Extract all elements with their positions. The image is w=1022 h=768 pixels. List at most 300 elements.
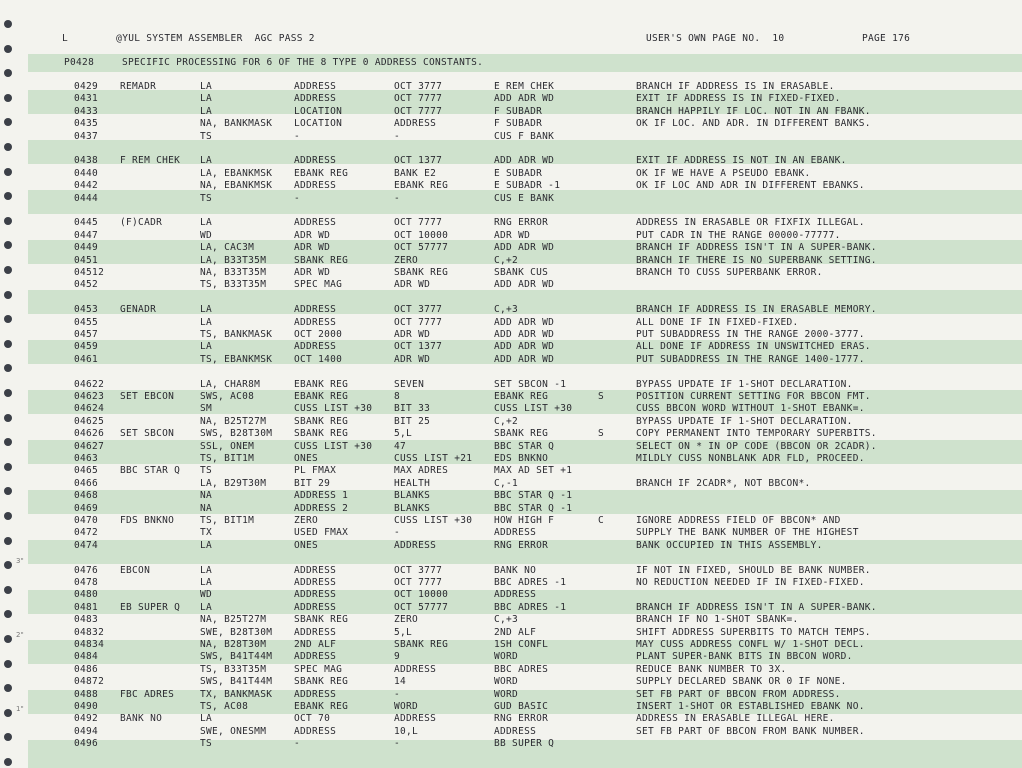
- symbol-field: CUSS LIST +30: [494, 403, 573, 415]
- address-field: ADR WD: [294, 229, 331, 241]
- listing-row: [0, 441, 1022, 453]
- opcode-field: SWS, B41T44M: [200, 651, 273, 663]
- symbol-field: CUS F BANK: [494, 130, 555, 142]
- comment-field: ADDRESS IN ERASABLE ILLEGAL HERE.: [636, 713, 835, 725]
- octal-field: ADDRESS: [394, 713, 437, 725]
- symbol-field: ADD ADR WD: [494, 316, 555, 328]
- opcode-field: SWS, AC08: [200, 391, 255, 402]
- comment-field: SHIFT ADDRESS SUPERBITS TO MATCH TEMPS.: [636, 626, 871, 638]
- comment-field: POSITION CURRENT SETTING FOR BBCON FMT.: [636, 391, 871, 402]
- listing-row: [0, 267, 1022, 279]
- octal-field: ZERO: [394, 614, 419, 626]
- comment-field: CUSS BBCON WORD WITHOUT 1-SHOT EBANK=.: [636, 403, 865, 415]
- line-number: 0468: [74, 490, 99, 502]
- listing-row: [0, 379, 1022, 391]
- listing-row: [0, 155, 1022, 167]
- listing-row: [0, 602, 1022, 614]
- listing-row: [0, 490, 1022, 502]
- subtitle-seq: P0428: [64, 57, 95, 68]
- line-number: 0447: [74, 229, 99, 241]
- line-number: 0481: [74, 601, 99, 613]
- line-number: 0488: [74, 688, 99, 700]
- octal-field: OCT 7777: [394, 93, 443, 105]
- opcode-field: LA, EBANKMSK: [200, 167, 273, 179]
- octal-field: OCT 1377: [394, 155, 443, 167]
- comment-field: OK IF LOC. AND ADR. IN DIFFERENT BANKS.: [636, 118, 871, 130]
- symbol-field: SBANK CUS: [494, 267, 549, 278]
- line-number: 04626: [74, 428, 105, 440]
- opcode-field: LA: [200, 304, 213, 316]
- address-field: LOCATION: [294, 118, 343, 130]
- address-field: ADDRESS: [294, 341, 337, 353]
- line-number: 0466: [74, 477, 99, 489]
- symbol-field: F SUBADR: [494, 118, 543, 130]
- address-field: -: [294, 192, 301, 204]
- line-number: 04625: [74, 415, 105, 427]
- opcode-field: LA: [200, 577, 213, 588]
- symbol-field: 1SH CONFL: [494, 639, 549, 650]
- listing-row: [0, 689, 1022, 701]
- line-number: 0459: [74, 341, 99, 353]
- octal-field: WORD: [394, 701, 419, 712]
- label-field: BBC STAR Q: [120, 465, 181, 477]
- octal-field: OCT 7777: [394, 577, 443, 588]
- symbol-field: C,+2: [494, 415, 519, 427]
- label-field: EB SUPER Q: [120, 601, 181, 613]
- line-number: 0496: [74, 738, 99, 750]
- octal-field: OCT 57777: [394, 242, 449, 254]
- address-field: SBANK REG: [294, 428, 349, 440]
- address-field: SPEC MAG: [294, 279, 343, 291]
- listing-row: [0, 614, 1022, 626]
- octal-field: 8: [394, 391, 401, 402]
- comment-field: BRANCH IF ADDRESS ISN'T IN A SUPER-BANK.: [636, 242, 877, 254]
- symbol-field: BBC STAR Q: [494, 440, 555, 452]
- line-number: 0437: [74, 130, 99, 142]
- line-number: 0435: [74, 118, 99, 130]
- opcode-field: TS: [200, 465, 213, 477]
- symbol-field: E REM CHEK: [494, 81, 555, 92]
- listing-row: [0, 577, 1022, 589]
- margin-mark: 1": [16, 705, 24, 713]
- address-field: ONES: [294, 539, 319, 551]
- address-field: BIT 29: [294, 477, 331, 489]
- line-number: 0484: [74, 651, 99, 663]
- comment-field: BRANCH TO CUSS SUPERBANK ERROR.: [636, 267, 823, 278]
- address-field: ADDRESS: [294, 626, 337, 638]
- address-field: USED FMAX: [294, 527, 349, 539]
- octal-field: BIT 33: [394, 403, 431, 415]
- symbol-field: ADD ADR WD: [494, 93, 555, 105]
- opcode-field: TS, AC08: [200, 701, 249, 712]
- octal-field: ADDRESS: [394, 118, 437, 130]
- opcode-field: LA: [200, 217, 213, 229]
- symbol-field: BB SUPER Q: [494, 738, 555, 750]
- opcode-field: LA: [200, 564, 213, 576]
- opcode-field: SM: [200, 403, 213, 415]
- comment-field: OK IF WE HAVE A PSEUDO EBANK.: [636, 167, 811, 179]
- label-field: F REM CHEK: [120, 155, 181, 167]
- margin-mark: 2": [16, 631, 24, 639]
- symbol-field: ADD ADR WD: [494, 279, 555, 291]
- listing-row: [0, 193, 1022, 205]
- address-field: ADDRESS: [294, 688, 337, 700]
- octal-field: -: [394, 738, 401, 750]
- symbol-field: RNG ERROR: [494, 713, 549, 725]
- listing-row: [0, 81, 1022, 93]
- opcode-field: SWE, B28T30M: [200, 626, 273, 638]
- comment-field: SUPPLY DECLARED SBANK OR 0 IF NONE.: [636, 676, 847, 688]
- line-number: 0429: [74, 81, 99, 92]
- line-number: 0457: [74, 329, 99, 340]
- symbol-field: BBC ADRES: [494, 663, 549, 675]
- flag-field: S: [598, 428, 605, 440]
- address-field: CUSS LIST +30: [294, 403, 373, 415]
- comment-field: REDUCE BANK NUMBER TO 3X.: [636, 663, 787, 675]
- label-field: SET SBCON: [120, 428, 175, 440]
- feed-hole: [4, 20, 12, 28]
- feed-hole: [4, 291, 12, 299]
- listing-row: [0, 403, 1022, 415]
- opcode-field: NA: [200, 490, 213, 502]
- opcode-field: TS, BIT1M: [200, 515, 255, 526]
- symbol-field: C,+3: [494, 614, 519, 626]
- flag-field: C: [598, 515, 605, 526]
- address-field: OCT 1400: [294, 353, 343, 365]
- line-number: 0453: [74, 304, 99, 316]
- opcode-field: LA: [200, 713, 213, 725]
- line-number: 0472: [74, 527, 99, 539]
- listing-row: [0, 664, 1022, 676]
- opcode-field: TS, BIT1M: [200, 453, 255, 464]
- line-number: 0494: [74, 725, 99, 737]
- opcode-field: LA: [200, 105, 213, 117]
- address-field: ADR WD: [294, 267, 331, 278]
- symbol-field: F SUBADR: [494, 105, 543, 117]
- line-number: 0440: [74, 167, 99, 179]
- line-number: 0442: [74, 180, 99, 192]
- line-number: 0461: [74, 353, 99, 365]
- line-number: 0445: [74, 217, 99, 229]
- comment-field: EXIT IF ADDRESS IS NOT IN AN EBANK.: [636, 155, 847, 167]
- comment-field: PUT CADR IN THE RANGE 00000-77777.: [636, 229, 841, 241]
- address-field: ADDRESS: [294, 589, 337, 601]
- label-field: EBCON: [120, 564, 151, 576]
- symbol-field: GUD BASIC: [494, 701, 549, 712]
- octal-field: 14: [394, 676, 407, 688]
- symbol-field: ADD ADR WD: [494, 242, 555, 254]
- symbol-field: ADDRESS: [494, 589, 537, 601]
- line-number: 04627: [74, 440, 105, 452]
- octal-field: CUSS LIST +21: [394, 453, 473, 464]
- comment-field: NO REDUCTION NEEDED IF IN FIXED-FIXED.: [636, 577, 865, 588]
- symbol-field: CUS E BANK: [494, 192, 555, 204]
- listing-row: [0, 168, 1022, 180]
- listing-row: [0, 354, 1022, 366]
- listing-row: [0, 540, 1022, 552]
- octal-field: OCT 7777: [394, 105, 443, 117]
- symbol-field: C,+2: [494, 254, 519, 266]
- opcode-field: TS, EBANKMSK: [200, 353, 273, 365]
- opcode-field: TS: [200, 738, 213, 750]
- opcode-field: TX: [200, 527, 213, 539]
- octal-field: 5,L: [394, 626, 413, 638]
- comment-field: BYPASS UPDATE IF 1-SHOT DECLARATION.: [636, 415, 853, 427]
- line-number: 0463: [74, 453, 99, 464]
- line-number: 0480: [74, 589, 99, 601]
- opcode-field: TS, B33T35M: [200, 663, 267, 675]
- assembler-title: L @YUL SYSTEM ASSEMBLER AGC PASS 2: [62, 33, 315, 44]
- opcode-field: WD: [200, 589, 213, 601]
- opcode-field: NA: [200, 502, 213, 514]
- address-field: SPEC MAG: [294, 663, 343, 675]
- octal-field: BLANKS: [394, 490, 431, 502]
- label-field: SET EBCON: [120, 391, 175, 402]
- octal-field: -: [394, 527, 401, 539]
- line-number: 04512: [74, 267, 105, 278]
- label-field: BANK NO: [120, 713, 163, 725]
- listing-row: [0, 428, 1022, 440]
- address-field: ADDRESS: [294, 155, 337, 167]
- opcode-field: NA, B28T30M: [200, 639, 267, 650]
- comment-field: SELECT ON * IN OP CODE (BBCON OR 2CADR).: [636, 440, 877, 452]
- listing-row: [0, 279, 1022, 291]
- symbol-field: 2ND ALF: [494, 626, 537, 638]
- symbol-field: SET SBCON -1: [494, 378, 567, 390]
- address-field: -: [294, 130, 301, 142]
- octal-field: ADDRESS: [394, 663, 437, 675]
- symbol-field: BBC ADRES -1: [494, 577, 567, 588]
- address-field: ADDRESS: [294, 577, 337, 588]
- octal-field: 9: [394, 651, 401, 663]
- octal-field: OCT 3777: [394, 81, 443, 92]
- symbol-field: ADD ADR WD: [494, 329, 555, 340]
- symbol-field: E SUBADR: [494, 167, 543, 179]
- comment-field: BRANCH IF ADDRESS ISN'T IN A SUPER-BANK.: [636, 601, 877, 613]
- line-number: 0474: [74, 539, 99, 551]
- listing-row: [0, 131, 1022, 143]
- listing-row: [0, 651, 1022, 663]
- listing-row: [0, 416, 1022, 428]
- opcode-field: LA, B29T30M: [200, 477, 267, 489]
- label-field: REMADR: [120, 81, 157, 92]
- octal-field: SBANK REG: [394, 267, 449, 278]
- comment-field: SUPPLY THE BANK NUMBER OF THE HIGHEST: [636, 527, 859, 539]
- symbol-field: WORD: [494, 676, 519, 688]
- opcode-field: SWS, B28T30M: [200, 428, 273, 440]
- octal-field: HEALTH: [394, 477, 431, 489]
- line-number: 04832: [74, 626, 105, 638]
- symbol-field: ADDRESS: [494, 725, 537, 737]
- octal-field: ADDRESS: [394, 539, 437, 551]
- octal-field: ZERO: [394, 254, 419, 266]
- address-field: ZERO: [294, 515, 319, 526]
- comment-field: ADDRESS IN ERASABLE OR FIXFIX ILLEGAL.: [636, 217, 865, 229]
- comment-field: COPY PERMANENT INTO TEMPORARY SUPERBITS.: [636, 428, 877, 440]
- symbol-field: ADDRESS: [494, 527, 537, 539]
- line-number: 0470: [74, 515, 99, 526]
- opcode-field: LA, CHAR8M: [200, 378, 261, 390]
- listing-row: [0, 242, 1022, 254]
- address-field: ONES: [294, 453, 319, 464]
- octal-field: 47: [394, 440, 407, 452]
- octal-field: OCT 57777: [394, 601, 449, 613]
- page-number: PAGE 176: [862, 33, 911, 44]
- opcode-field: LA: [200, 316, 213, 328]
- comment-field: INSERT 1-SHOT OR ESTABLISHED EBANK NO.: [636, 701, 865, 712]
- line-number: 0438: [74, 155, 99, 167]
- comment-field: ALL DONE IF ADDRESS IN UNSWITCHED ERAS.: [636, 341, 871, 353]
- octal-field: OCT 3777: [394, 304, 443, 316]
- comment-field: BRANCH IF ADDRESS IS IN ERASABLE MEMORY.: [636, 304, 877, 316]
- octal-field: OCT 1377: [394, 341, 443, 353]
- address-field: EBANK REG: [294, 167, 349, 179]
- subtitle-line: [0, 57, 1022, 69]
- opcode-field: LA: [200, 155, 213, 167]
- listing-row: [0, 676, 1022, 688]
- label-field: GENADR: [120, 304, 157, 316]
- address-field: ADDRESS: [294, 93, 337, 105]
- line-number: 0490: [74, 701, 99, 712]
- comment-field: SET FB PART OF BBCON FROM BANK NUMBER.: [636, 725, 865, 737]
- symbol-field: ADD ADR WD: [494, 341, 555, 353]
- line-number: 0476: [74, 564, 99, 576]
- comment-field: IGNORE ADDRESS FIELD OF BBCON* AND: [636, 515, 841, 526]
- opcode-field: NA, B25T27M: [200, 415, 267, 427]
- opcode-field: TX, BANKMASK: [200, 688, 273, 700]
- header-line: [0, 33, 1022, 45]
- comment-field: OK IF LOC AND ADR IN DIFFERENT EBANKS.: [636, 180, 865, 192]
- octal-field: MAX ADRES: [394, 465, 449, 477]
- opcode-field: LA: [200, 539, 213, 551]
- octal-field: -: [394, 130, 401, 142]
- symbol-field: BBC ADRES -1: [494, 601, 567, 613]
- address-field: SBANK REG: [294, 415, 349, 427]
- line-number: 0433: [74, 105, 99, 117]
- address-field: OCT 2000: [294, 329, 343, 340]
- listing-row: [0, 106, 1022, 118]
- listing-row: [0, 515, 1022, 527]
- opcode-field: NA, EBANKMSK: [200, 180, 273, 192]
- symbol-field: WORD: [494, 688, 519, 700]
- label-field: FDS BNKNO: [120, 515, 175, 526]
- symbol-field: MAX AD SET +1: [494, 465, 573, 477]
- address-field: 2ND ALF: [294, 639, 337, 650]
- address-field: ADDRESS: [294, 564, 337, 576]
- line-number: 0492: [74, 713, 99, 725]
- octal-field: SEVEN: [394, 378, 425, 390]
- listing-row: [0, 627, 1022, 639]
- listing-row: [0, 478, 1022, 490]
- address-field: SBANK REG: [294, 254, 349, 266]
- symbol-field: RNG ERROR: [494, 217, 549, 229]
- octal-field: BIT 25: [394, 415, 431, 427]
- opcode-field: LA, B33T35M: [200, 254, 267, 266]
- symbol-field: ADD ADR WD: [494, 353, 555, 365]
- opcode-field: WD: [200, 229, 213, 241]
- address-field: CUSS LIST +30: [294, 440, 373, 452]
- listing-row: [0, 118, 1022, 130]
- line-number: 04834: [74, 639, 105, 650]
- symbol-field: EBANK REG: [494, 391, 549, 402]
- opcode-field: LA: [200, 81, 213, 92]
- symbol-field: E SUBADR -1: [494, 180, 561, 192]
- listing-row: [0, 453, 1022, 465]
- line-number: 0469: [74, 502, 99, 514]
- octal-field: OCT 10000: [394, 589, 449, 601]
- line-number: 0455: [74, 316, 99, 328]
- line-number: 04622: [74, 378, 105, 390]
- opcode-field: TS: [200, 130, 213, 142]
- comment-field: MAY CUSS ADDRESS CONFL W/ 1-SHOT DECL.: [636, 639, 865, 650]
- comment-field: EXIT IF ADDRESS IS IN FIXED-FIXED.: [636, 93, 841, 105]
- listing-row: [0, 503, 1022, 515]
- line-number: 0486: [74, 663, 99, 675]
- octal-field: SBANK REG: [394, 639, 449, 650]
- label-field: (F)CADR: [120, 217, 163, 229]
- opcode-field: SWE, ONESMM: [200, 725, 267, 737]
- address-field: ADDRESS: [294, 81, 337, 92]
- flag-field: S: [598, 391, 605, 402]
- line-number: 0483: [74, 614, 99, 626]
- comment-field: MILDLY CUSS NONBLANK ADR FLD, PROCEED.: [636, 453, 865, 464]
- octal-field: -: [394, 688, 401, 700]
- listing-row: [0, 180, 1022, 192]
- address-field: ADDRESS: [294, 180, 337, 192]
- address-field: ADDRESS: [294, 651, 337, 663]
- opcode-field: NA, B25T27M: [200, 614, 267, 626]
- listing-row: [0, 230, 1022, 242]
- comment-field: SET FB PART OF BBCON FROM ADDRESS.: [636, 688, 841, 700]
- address-field: LOCATION: [294, 105, 343, 117]
- octal-field: BANK E2: [394, 167, 437, 179]
- symbol-field: WORD: [494, 651, 519, 663]
- line-number: 04623: [74, 391, 105, 402]
- address-field: -: [294, 738, 301, 750]
- octal-field: OCT 7777: [394, 217, 443, 229]
- label-field: FBC ADRES: [120, 688, 175, 700]
- address-field: OCT 70: [294, 713, 331, 725]
- line-number: 04872: [74, 676, 105, 688]
- address-field: ADDRESS: [294, 304, 337, 316]
- listing-row: [0, 304, 1022, 316]
- octal-field: -: [394, 192, 401, 204]
- listing-row: [0, 317, 1022, 329]
- listing-row: [0, 391, 1022, 403]
- listing-row: [0, 565, 1022, 577]
- opcode-field: NA, BANKMASK: [200, 118, 273, 130]
- address-field: PL FMAX: [294, 465, 337, 477]
- octal-field: 5,L: [394, 428, 413, 440]
- listing-row: [0, 589, 1022, 601]
- listing-row: [0, 217, 1022, 229]
- octal-field: ADR WD: [394, 329, 431, 340]
- comment-field: PUT SUBADDRESS IN THE RANGE 1400-1777.: [636, 353, 865, 365]
- octal-field: OCT 7777: [394, 316, 443, 328]
- comment-field: ALL DONE IF IN FIXED-FIXED.: [636, 316, 799, 328]
- symbol-field: ADD ADR WD: [494, 155, 555, 167]
- comment-field: BRANCH IF 2CADR*, NOT BBCON*.: [636, 477, 811, 489]
- opcode-field: TS, B33T35M: [200, 279, 267, 291]
- octal-field: 10,L: [394, 725, 419, 737]
- address-field: SBANK REG: [294, 676, 349, 688]
- opcode-field: LA, CAC3M: [200, 242, 255, 254]
- address-field: ADDRESS: [294, 217, 337, 229]
- section-subtitle: SPECIFIC PROCESSING FOR 6 OF THE 8 TYPE 0 ADDRESS CONSTANTS.: [122, 57, 484, 68]
- user-page-number: USER'S OWN PAGE NO. 10: [646, 33, 785, 44]
- line-number: 0431: [74, 93, 99, 105]
- listing-row: [0, 329, 1022, 341]
